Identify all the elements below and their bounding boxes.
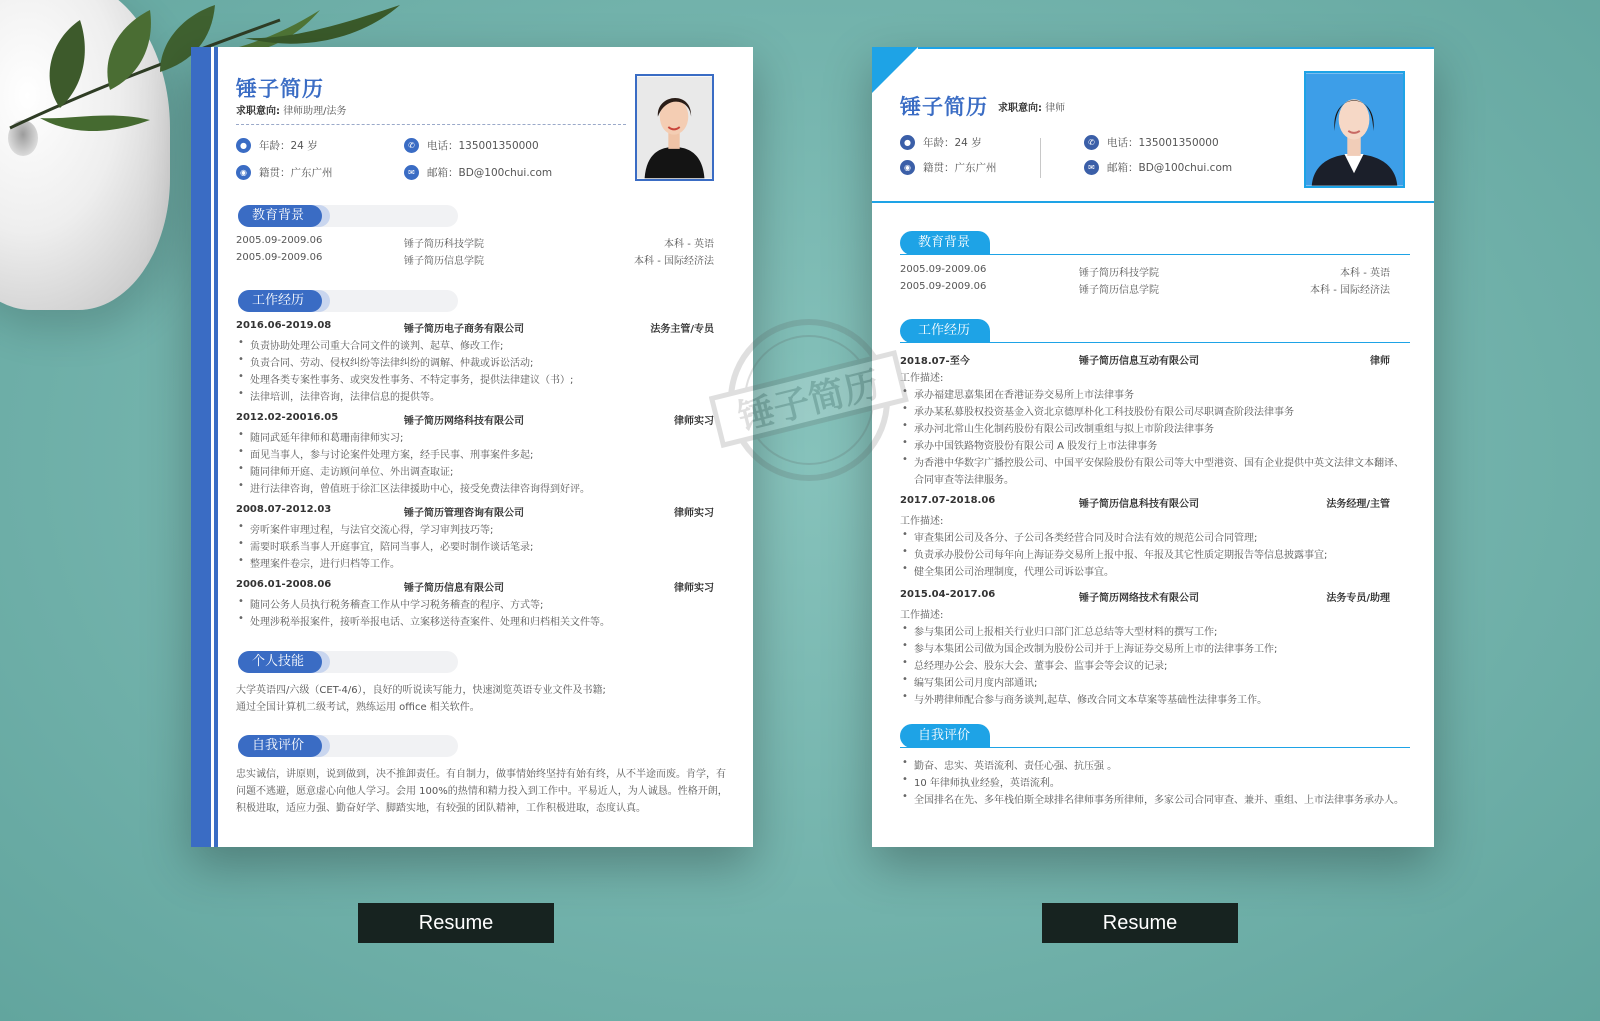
resume-card-left bbox=[191, 47, 753, 847]
profile-photo bbox=[1304, 71, 1405, 188]
work-header: 2015.04-2017.06 锤子简历网络技术有限公司 法务专员/助理 bbox=[900, 589, 1390, 604]
self-bullet: • 10 年律师执业经验，英语流利。 bbox=[914, 774, 1060, 789]
section-skills: 个人技能 bbox=[238, 651, 458, 673]
work-bullet: • 编写集团公司月度内部通讯; bbox=[914, 674, 1037, 689]
info-age: ● 年龄：24 岁 bbox=[900, 135, 982, 150]
top-line bbox=[918, 47, 1434, 49]
section-work: 工作经历 bbox=[900, 319, 1410, 343]
resume-name: 锤子简历 bbox=[900, 95, 988, 119]
profile-photo bbox=[635, 74, 714, 181]
work-bullet: • 处理涉税举报案件，接听举报电话、立案移送待查案件、处理和归档相关文件等。 bbox=[250, 613, 610, 628]
info-phone: ✆ 电话：135001350000 bbox=[404, 138, 539, 153]
work-bullet: • 进行法律咨询，曾值班于徐汇区法律援助中心，接受免费法律咨询得到好评。 bbox=[250, 480, 590, 495]
email-icon: ✉ bbox=[1084, 160, 1099, 175]
section-self-evaluation: 自我评价 bbox=[238, 735, 458, 757]
phone-icon: ✆ bbox=[404, 138, 419, 153]
work-bullet: • 承办河北常山生化制药股份有限公司改制重组与拟上市阶段法律事务 bbox=[914, 420, 1214, 435]
work-bullet: • 随同公务人员执行税务稽查工作从中学习税务稽查的程序、方式等; bbox=[250, 596, 543, 611]
section-self-evaluation: 自我评价 bbox=[900, 724, 1410, 748]
info-email: ✉ 邮箱：BD@100chui.com bbox=[1084, 160, 1232, 175]
work-bullet: • 负责合同、劳动、侵权纠纷等法律纠纷的调解、仲裁或诉讼活动; bbox=[250, 354, 533, 369]
work-bullet: • 随同律师开庭、走访顾问单位、外出调查取证; bbox=[250, 463, 453, 478]
job-intent: 求职意向: 律师助理/法务 bbox=[236, 106, 347, 117]
header-divider bbox=[872, 201, 1434, 203]
work-header: 2012.02-20016.05 锤子简历网络科技有限公司 律师实习 bbox=[236, 412, 714, 427]
resume-card-right bbox=[872, 47, 1434, 847]
work-bullet: • 参与集团公司上报相关行业归口部门汇总总结等大型材料的撰写工作; bbox=[914, 623, 1217, 638]
work-header: 2008.07-2012.03 锤子简历管理咨询有限公司 律师实习 bbox=[236, 504, 714, 519]
self-line: 问题不逃避，愿意虚心向他人学习。会用 100%的热情和精力投入到工作中。平易近人，为人诚恳。性格开朗， bbox=[236, 786, 728, 797]
person-icon: ● bbox=[900, 135, 915, 150]
work-bullet: • 参与本集团公司做为国企改制为股份公司并于上海证券交易所上市的法律事务工作; bbox=[914, 640, 1277, 655]
section-education: 教育背景 bbox=[238, 205, 458, 227]
work-bullet: • 承办中国铁路物资股份有限公司 A 股发行上市法律事务 bbox=[914, 437, 1157, 452]
job-intent: 求职意向: 律师 bbox=[998, 103, 1066, 114]
work-desc-label: 工作描述: bbox=[900, 610, 944, 621]
work-bullet: • 随同武延年律师和葛珊南律师实习; bbox=[250, 429, 403, 444]
watermark-text: 锤子简历 bbox=[734, 364, 885, 439]
work-bullet: • 面见当事人，参与讨论案件处理方案，经手民事、刑事案件多起; bbox=[250, 446, 533, 461]
edu-row: 2005.09-2009.06 锤子简历信息学院 本科 - 国际经济法 bbox=[236, 252, 714, 267]
work-bullet: • 负责承办股份公司每年向上海证券交易所上报中报、年报及其它性质定期报告等信息披露事宜; bbox=[914, 546, 1327, 561]
location-icon: ◉ bbox=[900, 160, 915, 175]
work-bullet: • 处理各类专案性事务、或突发性事务、不特定事务，提供法律建议（书）; bbox=[250, 371, 573, 386]
skill-line: 大学英语四/六级（CET-4/6），良好的听说读写能力，快速浏览英语专业文件及书籍; bbox=[236, 685, 606, 696]
work-bullet: • 为香港中华数字广播控股公司、中国平安保险股份有限公司等大中型港资、国有企业提供中英文法律文本翻译、 bbox=[914, 454, 1404, 469]
self-line: 忠实诚信，讲原则，说到做到，决不推卸责任。有自制力，做事情始终坚持有始有终，从不半途而废。肯学，有 bbox=[236, 769, 726, 780]
edu-row: 2005.09-2009.06 锤子简历信息学院 本科 - 国际经济法 bbox=[900, 281, 1390, 296]
resume-button-right[interactable]: Resume bbox=[1042, 903, 1238, 943]
section-work: 工作经历 bbox=[238, 290, 458, 312]
work-header: 2018.07-至今 锤子简历信息互动有限公司 律师 bbox=[900, 356, 1390, 367]
person-icon: ● bbox=[236, 138, 251, 153]
info-origin: ◉ 籍贯：广东广州 bbox=[900, 160, 997, 175]
self-bullet: • 全国排名在先、多年栈伯斯全球排名律师事务所律师，多家公司合同审查、兼并、重组、上市法律事务承办人。 bbox=[914, 791, 1404, 806]
corner-decoration bbox=[872, 47, 918, 93]
work-desc-label: 工作描述: bbox=[900, 516, 944, 527]
work-bullet: • 与外聘律师配合参与商务谈判,起草、修改合同文本草案等基础性法律事务工作。 bbox=[914, 691, 1267, 706]
phone-icon: ✆ bbox=[1084, 135, 1099, 150]
work-bullet-cont: 合同审查等法律服务。 bbox=[914, 475, 1014, 486]
work-bullet: • 负责协助处理公司重大合同文件的谈判、起草、修改工作; bbox=[250, 337, 503, 352]
skill-line: 通过全国计算机二级考试，熟练运用 office 相关软件。 bbox=[236, 702, 480, 713]
work-bullet: • 承办某私募股权投资基金入资北京德厚朴化工科技股份有限公司尽职调查阶段法律事务 bbox=[914, 403, 1294, 418]
work-bullet: • 旁听案件审理过程，与法官交流心得，学习审判技巧等; bbox=[250, 521, 493, 536]
resume-button-left[interactable]: Resume bbox=[358, 903, 554, 943]
divider bbox=[236, 124, 626, 125]
work-bullet: • 法律培训，法律咨询，法律信息的提供等。 bbox=[250, 388, 440, 403]
info-divider bbox=[1040, 138, 1041, 178]
side-bar bbox=[191, 47, 211, 847]
info-age: ● 年龄：24 岁 bbox=[236, 138, 318, 153]
watermark-stamp bbox=[709, 315, 909, 485]
work-header: 2006.01-2008.06 锤子简历信息有限公司 律师实习 bbox=[236, 579, 714, 594]
location-icon: ◉ bbox=[236, 165, 251, 180]
info-phone: ✆ 电话：135001350000 bbox=[1084, 135, 1219, 150]
edu-row: 2005.09-2009.06 锤子简历科技学院 本科 - 英语 bbox=[236, 235, 714, 250]
self-bullet: • 勤奋、忠实、英语流利、责任心强、抗压强 。 bbox=[914, 757, 1117, 772]
work-bullet: • 审查集团公司及各分、子公司各类经营合同及时合法有效的规范公司合同管理; bbox=[914, 529, 1257, 544]
work-bullet: • 整理案件卷宗，进行归档等工作。 bbox=[250, 555, 400, 570]
info-origin: ◉ 籍贯：广东广州 bbox=[236, 165, 333, 180]
work-desc-label: 工作描述: bbox=[900, 373, 944, 384]
work-header: 2016.06-2019.08 锤子简历电子商务有限公司 法务主管/专员 bbox=[236, 320, 714, 335]
section-education: 教育背景 bbox=[900, 231, 1410, 255]
work-bullet: • 承办福建思嘉集团在香港证券交易所上市法律事务 bbox=[914, 386, 1134, 401]
work-bullet: • 需要时联系当事人开庭事宜，陪同当事人，必要时制作谈话笔录; bbox=[250, 538, 533, 553]
info-email: ✉ 邮箱：BD@100chui.com bbox=[404, 165, 552, 180]
work-header: 2017.07-2018.06 锤子简历信息科技有限公司 法务经理/主管 bbox=[900, 495, 1390, 510]
work-bullet: • 健全集团公司治理制度，代理公司诉讼事宜。 bbox=[914, 563, 1114, 578]
self-line: 积极进取，适应力强、勤奋好学、脚踏实地，有较强的团队精神，工作积极进取，态度认真。 bbox=[236, 803, 646, 814]
resume-name: 锤子简历 bbox=[236, 77, 324, 101]
email-icon: ✉ bbox=[404, 165, 419, 180]
edu-row: 2005.09-2009.06 锤子简历科技学院 本科 - 英语 bbox=[900, 264, 1390, 279]
work-bullet: • 总经理办公会、股东大会、董事会、监事会等会议的记录; bbox=[914, 657, 1167, 672]
side-bar-thin bbox=[214, 47, 218, 847]
